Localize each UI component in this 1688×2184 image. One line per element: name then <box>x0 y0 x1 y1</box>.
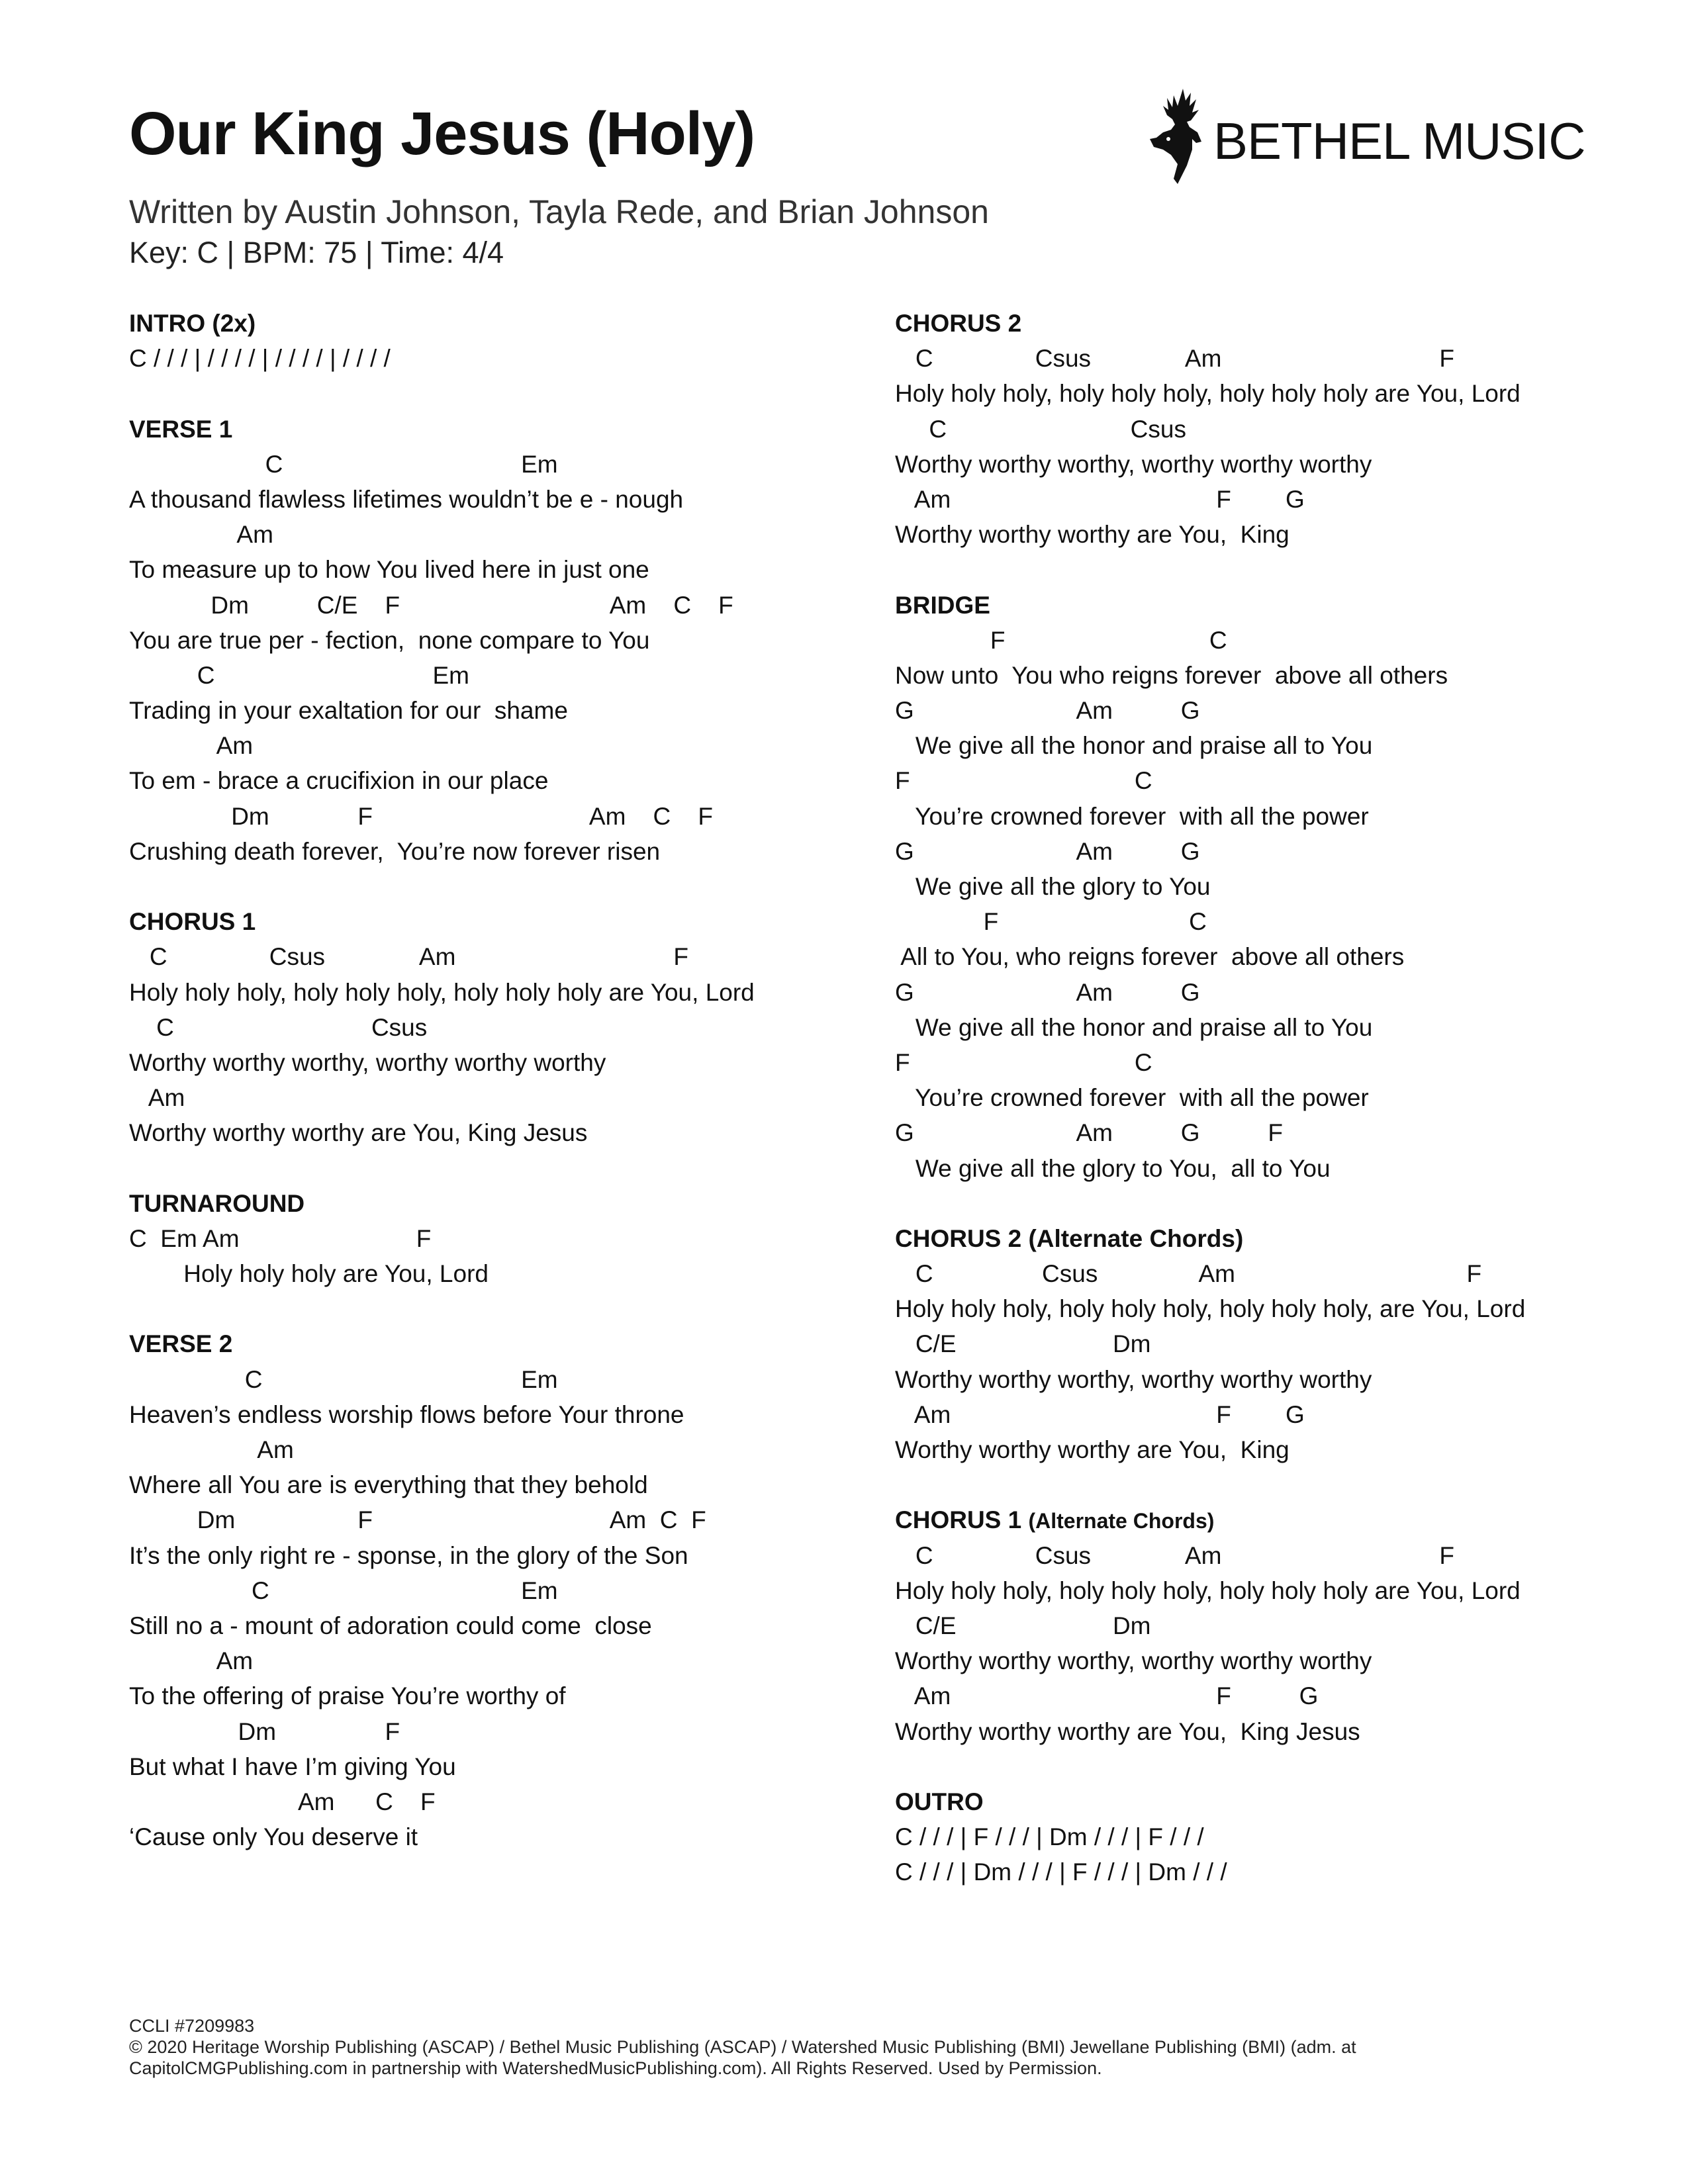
lyric-line <box>129 552 844 587</box>
right-column <box>895 306 1656 1889</box>
chord-line <box>895 1854 1656 1889</box>
lyric-line <box>895 517 1656 552</box>
lyric-line-text: Worthy worthy worthy, worthy worthy worthy <box>895 450 1372 478</box>
chord-line <box>129 447 844 482</box>
lyric-line <box>895 869 1656 904</box>
lyric-line-text: Holy holy holy, holy holy holy, holy holy holy, are You, Lord <box>895 1295 1526 1323</box>
spacer <box>129 1151 844 1186</box>
chord-line-text: F C <box>895 1048 1152 1076</box>
section-heading <box>129 1326 844 1361</box>
chord-line <box>895 1115 1656 1150</box>
lyric-line <box>895 376 1656 411</box>
lyric-line-text: Heaven’s endless worship flows before Your throne <box>129 1400 684 1428</box>
chord-line-text: C/E Dm <box>895 1612 1151 1639</box>
chord-line <box>129 1502 844 1537</box>
lyric-line-text: To measure up to how You lived here in just one <box>129 556 649 584</box>
lyric-line-text: You’re crowned forever with all the power <box>895 1084 1369 1112</box>
chord-line-text: C Em <box>129 1365 558 1393</box>
chord-line <box>129 1714 844 1749</box>
lyric-line-text: ‘Cause only You deserve it <box>129 1823 418 1851</box>
lyric-line <box>129 1678 844 1713</box>
section-heading <box>129 412 844 447</box>
chord-line-text: Am F G <box>895 1682 1319 1710</box>
chord-line-text: Am <box>129 1436 294 1463</box>
spacer <box>895 1186 1656 1221</box>
lyric-line <box>895 1573 1656 1608</box>
section-heading <box>129 1186 844 1221</box>
chord-line-text: Am F G <box>895 1400 1305 1428</box>
section-heading-text: BRIDGE <box>895 591 990 619</box>
chord-line-text: Am <box>129 1647 254 1675</box>
lyric-line <box>895 1714 1656 1749</box>
chord-line <box>895 1045 1656 1080</box>
lyric-line-text: Holy holy holy are You, Lord <box>129 1260 489 1288</box>
chord-line <box>895 763 1656 798</box>
lyric-line-text: We give all the glory to You <box>895 873 1211 900</box>
chord-line <box>895 482 1656 517</box>
chord-line-text: F C <box>895 908 1207 936</box>
lyric-line-text: Now unto You who reigns forever above all others <box>895 661 1448 689</box>
section-heading-text: CHORUS 2 (Alternate Chords) <box>895 1224 1244 1252</box>
spacer <box>895 552 1656 587</box>
chord-line-text: C Csus <box>129 1013 428 1041</box>
chord-line <box>129 939 844 974</box>
section-heading-text: OUTRO <box>895 1788 984 1815</box>
lyric-line-text: To em - brace a crucifixion in our place <box>129 767 549 795</box>
song-title: Our King Jesus (Holy) <box>129 100 755 167</box>
lyric-line <box>129 834 844 869</box>
lyric-line <box>129 1115 844 1150</box>
chord-line <box>895 412 1656 447</box>
lyric-line <box>895 1080 1656 1115</box>
lyric-line <box>129 1749 844 1784</box>
section-heading-text: CHORUS 1 <box>895 1506 1022 1534</box>
chord-line-text: F C <box>895 626 1227 654</box>
section-heading-text: VERSE 2 <box>129 1330 233 1358</box>
bethel-music-logo <box>1149 86 1585 185</box>
chord-line-text: C / / / | Dm / / / | F / / / | Dm / / / <box>895 1858 1227 1886</box>
chord-line <box>895 1397 1656 1432</box>
lyric-line <box>895 1643 1656 1678</box>
chord-line <box>895 1678 1656 1713</box>
spacer <box>129 869 844 904</box>
spacer <box>129 1291 844 1326</box>
section-heading <box>895 306 1656 341</box>
lyric-line-text: Worthy worthy worthy are You, King Jesus <box>129 1119 588 1147</box>
chord-line <box>895 975 1656 1010</box>
chord-line <box>895 1326 1656 1361</box>
copyright-line-2: CapitolCMGPublishing.com in partnership with WatershedMusicPublishing.com). All Rights Reserved. Used by Permission. <box>129 2058 1102 2078</box>
chord-line <box>895 904 1656 939</box>
chord-line <box>129 341 844 376</box>
lyric-line <box>895 1151 1656 1186</box>
chord-line-text: C Csus Am F <box>129 943 688 971</box>
lyric-line-text: Holy holy holy, holy holy holy, holy holy holy are You, Lord <box>895 1576 1521 1604</box>
chord-line-text: C Em <box>129 450 558 478</box>
lyric-line-text: A thousand flawless lifetimes wouldn’t be e - nough <box>129 485 684 513</box>
chord-line <box>129 517 844 552</box>
chord-line-text: Dm F Am C F <box>129 1506 706 1534</box>
spacer <box>129 376 844 411</box>
section-heading <box>895 1784 1656 1819</box>
lyric-line-text: We give all the honor and praise all to You <box>895 1013 1373 1041</box>
chord-line-text: Am <box>129 521 273 549</box>
lyric-line-text: Worthy worthy worthy are You, King <box>895 521 1289 549</box>
lyric-line-text: We give all the honor and praise all to You <box>895 732 1373 760</box>
lyric-line <box>129 1045 844 1080</box>
lyric-line <box>129 1256 844 1291</box>
lyric-line-text: You’re crowned forever with all the power <box>895 802 1369 830</box>
chord-line <box>129 728 844 763</box>
lyric-line <box>129 1467 844 1502</box>
chord-line <box>129 1010 844 1045</box>
lyric-line <box>129 1538 844 1573</box>
section-heading <box>895 588 1656 623</box>
chord-line-text: C Em Am F <box>129 1224 432 1252</box>
lyric-line-text: Holy holy holy, holy holy holy, holy holy holy are You, Lord <box>129 978 755 1006</box>
chord-line-text: G Am G <box>895 978 1200 1006</box>
chord-line <box>129 1362 844 1397</box>
chord-line-text: Dm F <box>129 1717 400 1745</box>
lyric-line-text: Worthy worthy worthy are You, King Jesus <box>895 1717 1360 1745</box>
chord-line-text: Dm F Am C F <box>129 802 713 830</box>
chord-line-text: Am C F <box>129 1788 436 1815</box>
section-heading-text: TURNAROUND <box>129 1189 305 1217</box>
lyric-line <box>895 658 1656 693</box>
deer-head-icon <box>1149 86 1208 185</box>
section-heading <box>129 306 844 341</box>
chord-line <box>129 1643 844 1678</box>
lyric-line <box>129 623 844 658</box>
chord-line <box>895 1608 1656 1643</box>
chord-line-text: C / / / | / / / / | / / / / | / / / / <box>129 345 391 373</box>
lyric-line-text: Worthy worthy worthy, worthy worthy worthy <box>129 1048 606 1076</box>
chord-line <box>895 1256 1656 1291</box>
lyric-line <box>895 728 1656 763</box>
ccli-number: CCLI #7209983 <box>129 2016 255 2036</box>
lyric-line-text: Where all You are is everything that they behold <box>129 1471 648 1499</box>
section-heading-text: VERSE 1 <box>129 415 233 443</box>
chord-line-text: C Csus <box>895 415 1186 443</box>
lyric-line <box>895 1010 1656 1045</box>
chord-line <box>895 1538 1656 1573</box>
chord-line-text: C Em <box>129 1576 558 1604</box>
footer <box>129 2015 1585 2079</box>
chord-line <box>129 1221 844 1256</box>
lyric-line <box>895 1291 1656 1326</box>
section-heading <box>895 1221 1656 1256</box>
chord-line-text: Am <box>129 732 254 760</box>
chord-line <box>129 588 844 623</box>
song-writers: Written by Austin Johnson, Tayla Rede, and Brian Johnson <box>129 193 989 230</box>
lyric-line-text: Crushing death forever, You’re now forever risen <box>129 837 661 865</box>
chord-line <box>895 341 1656 376</box>
spacer <box>895 1749 1656 1784</box>
lyric-line-text: We give all the glory to You, all to You <box>895 1154 1331 1182</box>
chord-line <box>129 1432 844 1467</box>
chord-line <box>129 1784 844 1819</box>
chord-line-text: Am F G <box>895 485 1305 513</box>
chord-line-text: C Csus Am F <box>895 1541 1454 1569</box>
song-meta: Key: C | BPM: 75 | Time: 4/4 <box>129 236 504 269</box>
chord-line <box>895 693 1656 728</box>
lyric-line <box>895 1432 1656 1467</box>
section-heading-note: (Alternate Chords) <box>1028 1509 1215 1533</box>
lyric-line <box>895 939 1656 974</box>
lyric-line-text: Trading in your exaltation for our shame <box>129 697 568 725</box>
lyric-line <box>129 975 844 1010</box>
lyric-line <box>129 1819 844 1854</box>
chord-line <box>129 1573 844 1608</box>
chord-line <box>895 834 1656 869</box>
lyric-line <box>129 763 844 798</box>
chord-line-text: C / / / | F / / / | Dm / / / | F / / / <box>895 1823 1204 1851</box>
chord-line-text: C Csus Am F <box>895 345 1454 373</box>
chord-line-text: C/E Dm <box>895 1330 1151 1358</box>
section-heading-text: CHORUS 2 <box>895 310 1022 337</box>
chord-line <box>129 658 844 693</box>
lyric-line <box>895 447 1656 482</box>
chord-line-text: G Am G F <box>895 1119 1283 1147</box>
lyric-line <box>129 1397 844 1432</box>
lyric-line-text: Worthy worthy worthy, worthy worthy worthy <box>895 1647 1372 1675</box>
lyric-line <box>129 482 844 517</box>
chord-line-text: G Am G <box>895 697 1200 725</box>
lyric-line <box>129 693 844 728</box>
chord-line <box>129 1080 844 1115</box>
chord-line-text: F C <box>895 767 1152 795</box>
lyric-line-text: Worthy worthy worthy, worthy worthy worthy <box>895 1365 1372 1393</box>
chord-line <box>129 799 844 834</box>
chord-line <box>895 1819 1656 1854</box>
section-heading-text: CHORUS 1 <box>129 908 256 936</box>
chord-line-text: Am <box>129 1084 185 1112</box>
chord-line-text: C Csus Am F <box>895 1260 1482 1288</box>
lyric-line-text: Still no a - mount of adoration could come close <box>129 1612 652 1639</box>
lyric-line-text: All to You, who reigns forever above all others <box>895 943 1405 971</box>
lyric-line-text: Worthy worthy worthy are You, King <box>895 1436 1289 1463</box>
lyric-line-text: To the offering of praise You’re worthy of <box>129 1682 566 1710</box>
lyric-line-text: Holy holy holy, holy holy holy, holy holy holy are You, Lord <box>895 380 1521 408</box>
spacer <box>895 1467 1656 1502</box>
chord-line-text: C Em <box>129 661 469 689</box>
logo-text: BETHEL MUSIC <box>1213 112 1585 170</box>
chord-line-text: Dm C/E F Am C F <box>129 591 733 619</box>
lyric-line <box>895 799 1656 834</box>
lyric-line-text: You are true per - fection, none compare to You <box>129 626 650 654</box>
lyric-line-text: But what I have I’m giving You <box>129 1752 456 1780</box>
section-heading <box>129 904 844 939</box>
chord-line <box>895 623 1656 658</box>
chord-line-text: G Am G <box>895 837 1200 865</box>
copyright-line-1: © 2020 Heritage Worship Publishing (ASCAP) / Bethel Music Publishing (ASCAP) / Watershed Music Publishing (BMI) Jewellane Publishing (BMI) (adm. at <box>129 2037 1356 2057</box>
lyric-line-text: It’s the only right re - sponse, in the glory of the Son <box>129 1541 688 1569</box>
section-heading <box>895 1502 1656 1537</box>
left-column <box>129 306 844 1854</box>
section-heading-text: INTRO (2x) <box>129 310 256 337</box>
lyric-line <box>129 1608 844 1643</box>
lyric-line <box>895 1362 1656 1397</box>
